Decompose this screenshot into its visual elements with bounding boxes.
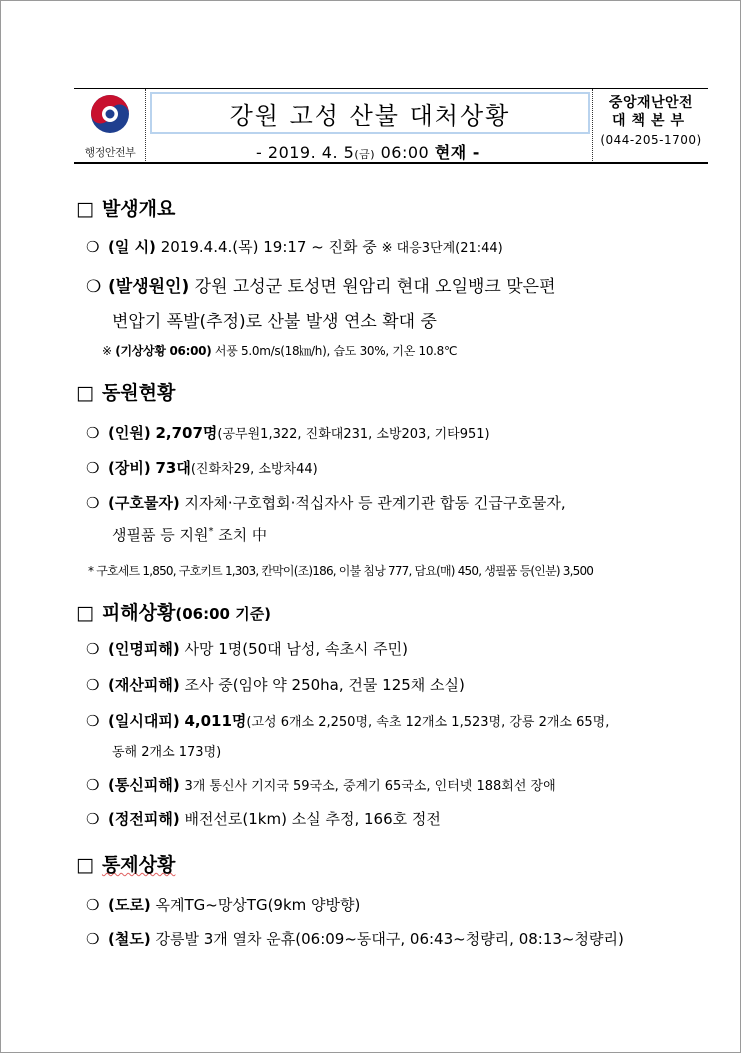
item-note: ※ 대응3단계(21:44) bbox=[381, 241, 503, 256]
report-date bbox=[150, 140, 586, 163]
circle-bullet-icon: ❍ bbox=[86, 640, 100, 658]
ministry-logo-block bbox=[75, 89, 146, 161]
section-checkbox-icon: □ bbox=[76, 198, 94, 220]
date-prefix: - 2019. 4. 5 bbox=[256, 143, 355, 162]
circle-bullet-icon: ❍ bbox=[86, 676, 100, 694]
date-time: 06:00 bbox=[380, 143, 430, 162]
weather-label: (기상상황 06:00) bbox=[115, 344, 212, 358]
relief-line2 bbox=[112, 524, 267, 545]
item-detail: (공무원1,322, 진화대231, 소방203, 기타951) bbox=[217, 427, 490, 442]
weather-value: 서풍 5.0m/s(18㎞/h), 습도 30%, 기온 10.8℃ bbox=[214, 344, 458, 358]
casualty-item bbox=[86, 638, 408, 659]
date-status: 현재 - bbox=[434, 143, 480, 162]
section-checkbox-icon: □ bbox=[76, 382, 94, 404]
equipment-item bbox=[86, 457, 318, 478]
item-value: 4,011명 bbox=[184, 712, 247, 730]
circle-bullet-icon: ❍ bbox=[86, 896, 100, 914]
footnote-mark: * bbox=[208, 526, 214, 537]
section-title: 통제상황 bbox=[101, 854, 176, 876]
item-value: 지자체·구호협회·적십자사 등 관계기관 합동 긴급구호물자, bbox=[184, 494, 566, 512]
circle-bullet-icon: ❍ bbox=[86, 459, 100, 477]
item-value: 3개 통신사 기지국 59국소, 중계기 65국소, 인터넷 188회선 장애 bbox=[184, 779, 556, 794]
circle-bullet-icon: ❍ bbox=[86, 238, 100, 256]
evacuation-line2: 동해 2개소 173명) bbox=[112, 745, 222, 760]
circle-bullet-icon: ❍ bbox=[86, 712, 100, 730]
power-item bbox=[86, 808, 441, 829]
circle-bullet-icon: ❍ bbox=[86, 810, 100, 828]
item-value: 조사 중(임야 약 250ha, 건물 125채 소실) bbox=[184, 676, 465, 694]
item-label: (인명피해) bbox=[108, 640, 180, 658]
item-label: (일시대피) bbox=[108, 712, 180, 730]
overview-cause-line2: 변압기 폭발(추정)로 산불 발생 연소 확대 중 bbox=[112, 312, 437, 332]
section-checkbox-icon: □ bbox=[76, 854, 94, 876]
circle-bullet-icon: ❍ bbox=[86, 776, 100, 794]
personnel-item bbox=[86, 422, 490, 443]
item-value: 배전선로(1km) 소실 추정, 166호 정전 bbox=[184, 810, 441, 828]
section-overview-heading bbox=[76, 194, 175, 221]
evacuation-item bbox=[86, 710, 609, 731]
date-weekday: (금) bbox=[354, 148, 376, 161]
item-label: (재산피해) bbox=[108, 676, 180, 694]
headquarters-block bbox=[592, 89, 709, 161]
org-phone: (044-205-1700) bbox=[600, 133, 702, 147]
circle-bullet-icon: ❍ bbox=[86, 424, 100, 442]
relief-item bbox=[86, 492, 566, 513]
item-value: 강릉발 3개 열차 운휴(06:09~동대구, 06:43~청량리, 08:13~청량리) bbox=[155, 930, 624, 948]
org-name-line1: 중앙재난안전 bbox=[608, 95, 694, 111]
item-value: 강원 고성군 토성면 원암리 현대 오일뱅크 맞은편 bbox=[194, 277, 556, 297]
weather-note bbox=[102, 342, 457, 359]
note-mark-icon: ※ bbox=[102, 344, 112, 358]
section-checkbox-icon: □ bbox=[76, 602, 94, 624]
item-value: 2019.4.4.(목) 19:17 ~ 진화 중 bbox=[160, 238, 377, 256]
item-value: 73대 bbox=[155, 459, 191, 477]
item-value: 2,707명 bbox=[155, 424, 218, 442]
circle-bullet-icon: ❍ bbox=[86, 930, 100, 948]
section-control-heading bbox=[76, 850, 175, 877]
relief-footnote: * 구호세트 1,850, 구호키트 1,303, 칸막이(조)186, 이불 침낭 777, 담요(매) 450, 생필품 등(인분) 3,500 bbox=[88, 564, 594, 578]
taegeuk-emblem-icon bbox=[90, 94, 130, 134]
item-detail: (진화차29, 소방차44) bbox=[190, 462, 318, 477]
rail-item bbox=[86, 928, 624, 949]
property-item bbox=[86, 674, 465, 695]
item-label: (일 시) bbox=[108, 238, 156, 256]
circle-bullet-icon: ❍ bbox=[86, 494, 100, 512]
section-title: 발생개요 bbox=[101, 198, 176, 220]
overview-cause-item bbox=[86, 272, 556, 297]
item-label: (구호물자) bbox=[108, 494, 180, 512]
org-name-line2: 대책본부 bbox=[611, 113, 691, 129]
telecom-item bbox=[86, 774, 556, 795]
item-label: (발생원인) bbox=[108, 277, 190, 297]
section-damage-heading bbox=[76, 598, 271, 625]
item-label: (장비) bbox=[108, 459, 151, 477]
item-value: 사망 1명(50대 남성, 속초시 주민) bbox=[184, 640, 409, 658]
road-item bbox=[86, 894, 360, 915]
section-title: 동원현황 bbox=[101, 382, 176, 404]
section-mobilization-heading bbox=[76, 378, 175, 405]
item-value: 옥계TG~망상TG(9km 양방향) bbox=[155, 896, 361, 914]
overview-date-item bbox=[86, 236, 503, 257]
item-detail: (고성 6개소 2,250명, 속초 12개소 1,523명, 강릉 2개소 65명, bbox=[246, 715, 610, 730]
item-label: (통신피해) bbox=[108, 776, 180, 794]
item-label: (철도) bbox=[108, 930, 151, 948]
item-label: (정전피해) bbox=[108, 810, 180, 828]
ministry-label: 행정안전부 bbox=[84, 146, 136, 159]
circle-bullet-icon: ❍ bbox=[86, 277, 102, 297]
section-title: 피해상황 bbox=[101, 602, 176, 624]
section-subtitle: (06:00 기준) bbox=[175, 605, 272, 623]
relief-line2-end: 조치 中 bbox=[218, 526, 268, 544]
document-title: 강원 고성 산불 대처상황 bbox=[150, 92, 590, 134]
relief-line2-text: 생필품 등 지원 bbox=[112, 526, 209, 544]
item-label: (인원) bbox=[108, 424, 151, 442]
item-label: (도로) bbox=[108, 896, 151, 914]
